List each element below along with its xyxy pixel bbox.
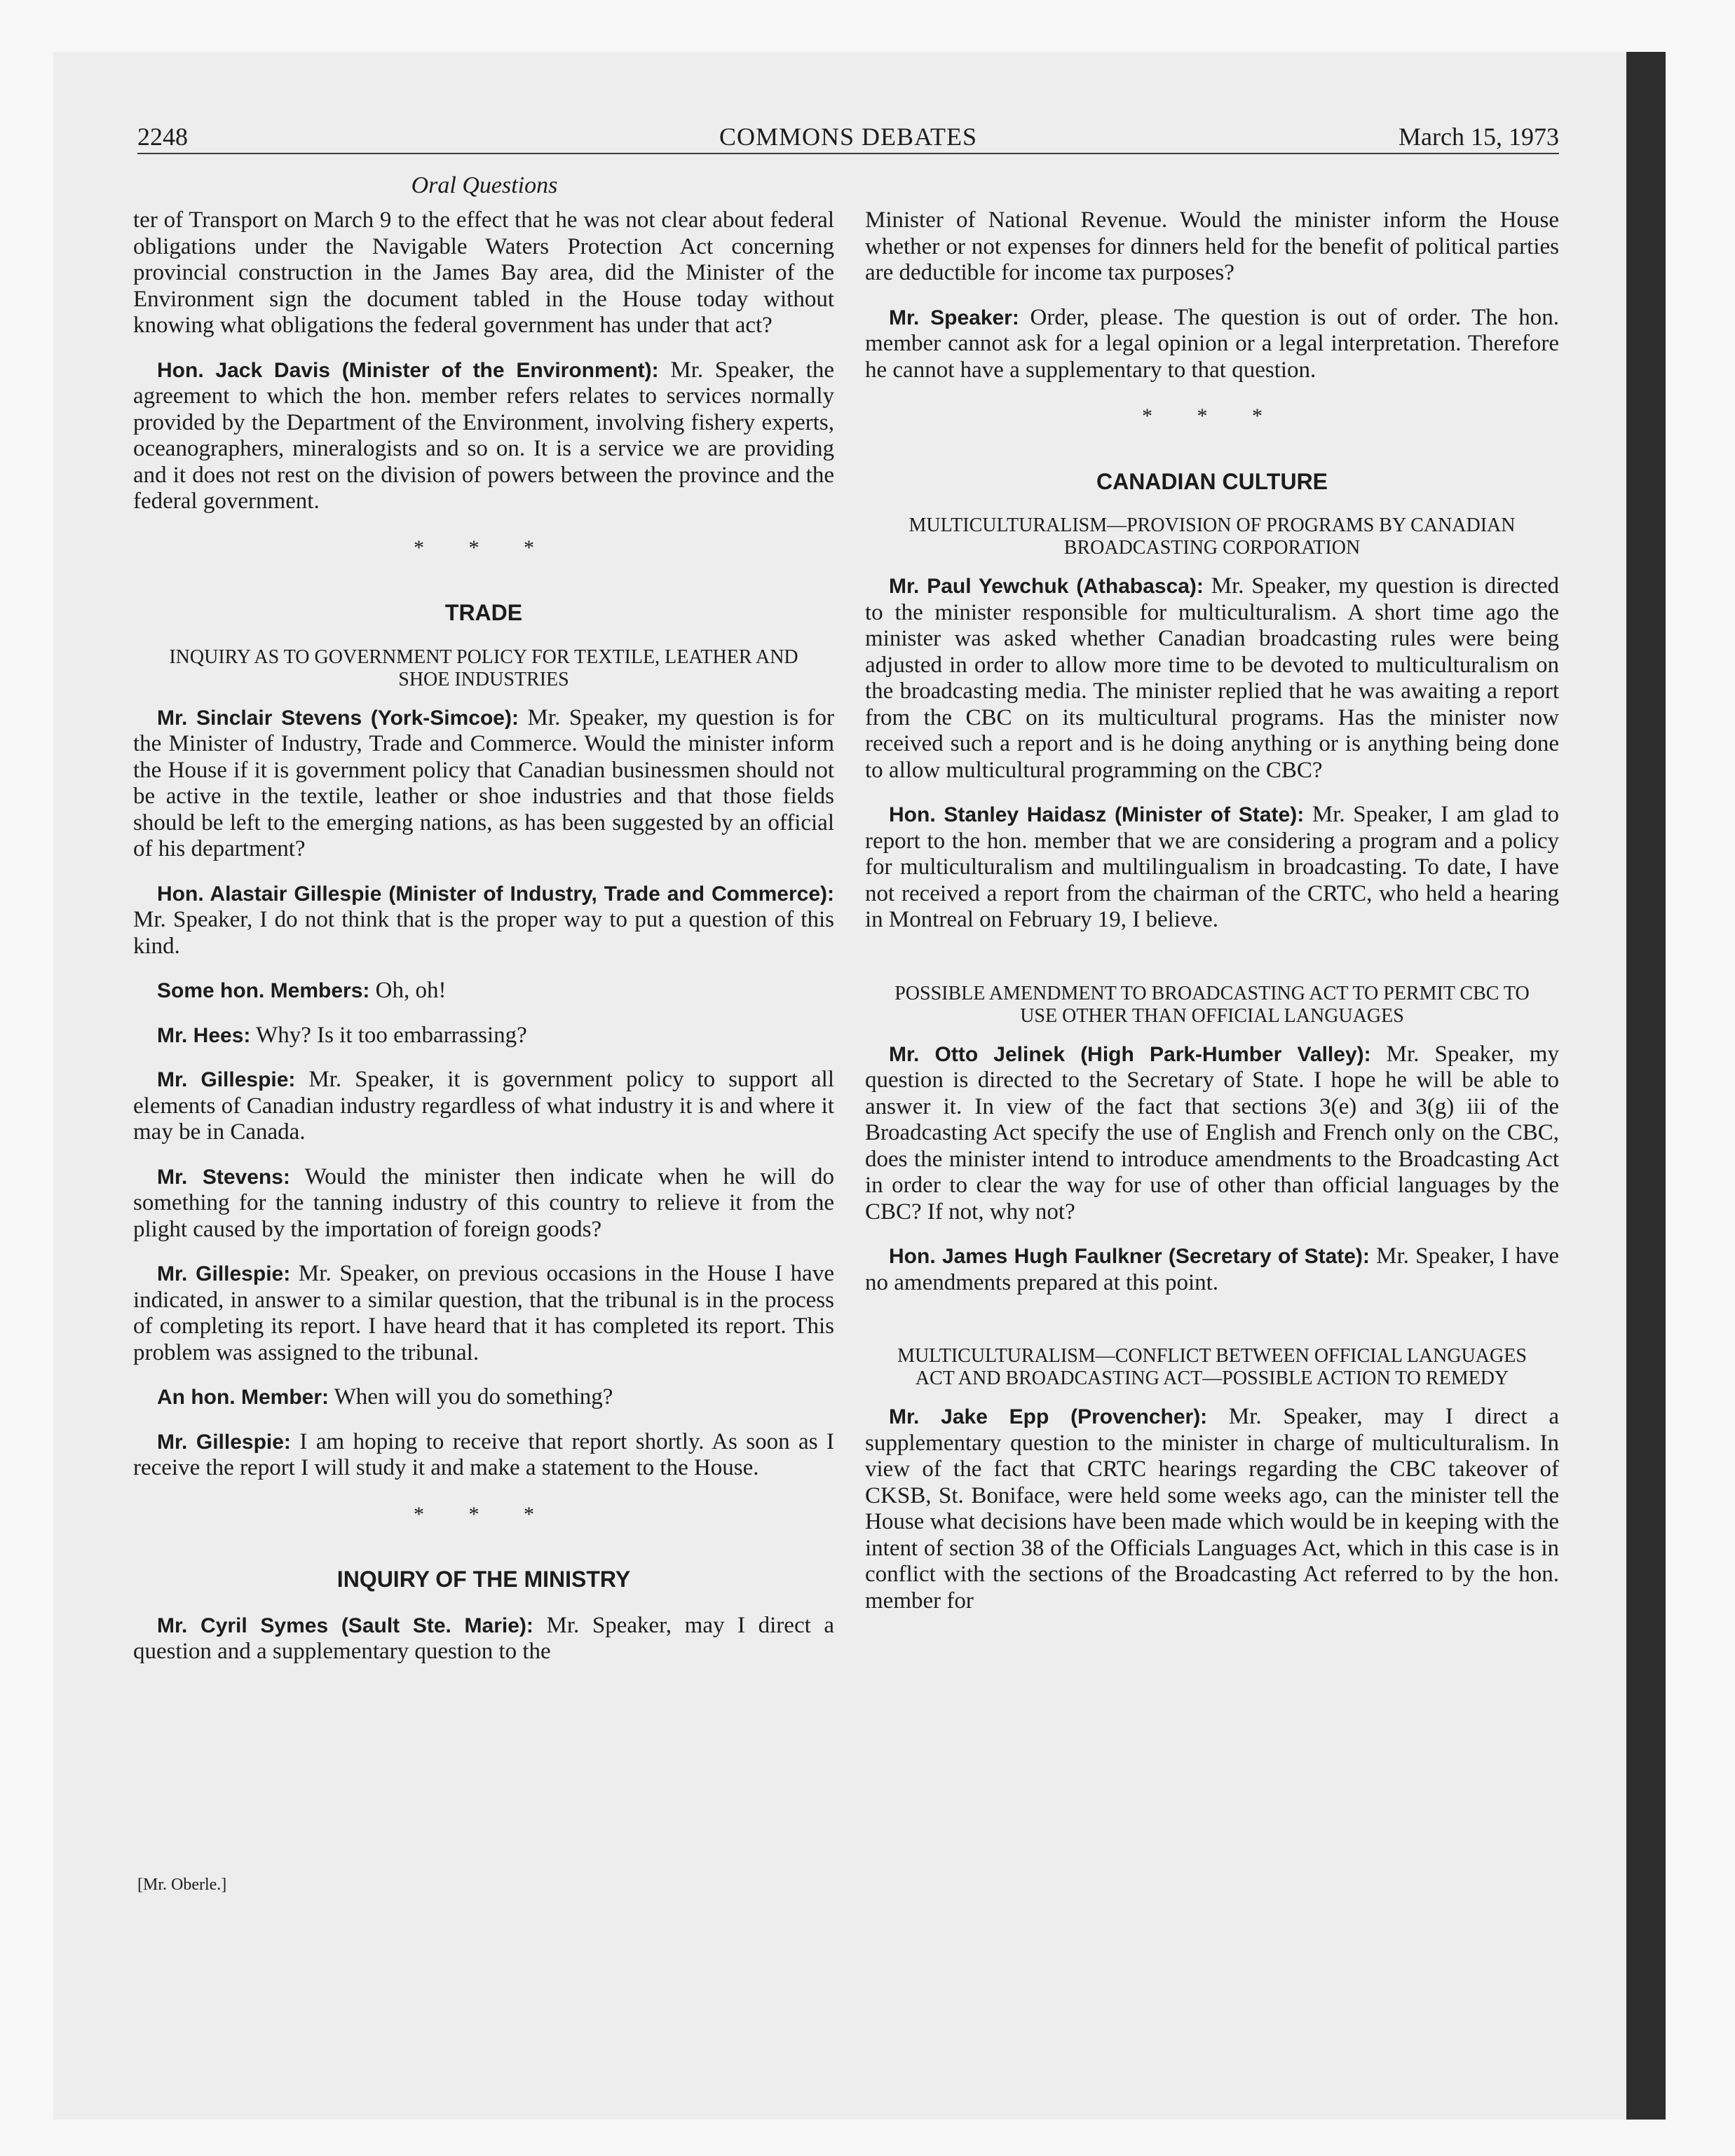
- speaker-name: Mr. Otto Jelinek (High Park-Humber Valley):: [889, 1042, 1371, 1066]
- speaker-name: Mr. Cyril Symes (Sault Ste. Marie):: [157, 1613, 533, 1637]
- topic-heading: TRADE: [444, 600, 523, 625]
- speech-text: Mr. Speaker, I am glad to report to the hon. member that we are considering a program and a policy for multiculturalism and multilingualism in broadcasting. To date, I have not received a report from the chairman of the CRTC, who held a hearing in Montreal on February 19, I believe.: [865, 802, 1559, 932]
- subtopic-heading: POSSIBLE AMENDMENT TO BROADCASTING ACT TO PERMIT CBC TO USE OTHER THAN OFFICIAL LANGUAGES: [894, 982, 1530, 1027]
- section-separator: * * *: [414, 1502, 554, 1526]
- speaker-name: Mr. Speaker:: [889, 306, 1019, 329]
- speech-text: Why? Is it too embarrassing?: [250, 1022, 527, 1048]
- speech-text: Order, please. The question is out of order. The hon. member cannot ask for a legal opinion or a legal interpretation. Therefore he cannot have a supplementary to that question.: [865, 304, 1559, 383]
- speech-text: Mr. Speaker, may I direct a supplementary question to the minister in charge of multiculturalism. In view of the fact that CRTC hearings regarding the CBC takeover of CKSB, St. Boniface, were held some weeks ago, can the minister tell the House what decisions have been made which would be in keeping with the intent of section 38 of the Officials Languages Act, which in this case is in conflict with the sections of the Broadcasting Act referred to by the hon. member for: [865, 1404, 1559, 1613]
- paragraph: Minister of National Revenue. Would the minister inform the House whether or not expenses for dinners held for the benefit of political parties are deductible for income tax purposes?: [865, 207, 1559, 285]
- speaker-name: Mr. Stevens:: [157, 1165, 290, 1189]
- paragraph: [133, 978, 834, 1004]
- speaker-name: Mr. Paul Yewchuk (Athabasca):: [889, 575, 1204, 598]
- paragraph: [133, 1067, 834, 1146]
- speech-text: Mr. Speaker, I do not think that is the proper way to put a question of this kind.: [133, 907, 834, 959]
- paragraph: [133, 705, 834, 863]
- paragraph: [865, 802, 1559, 934]
- speech-text: Mr. Speaker, my question is for the Minister of Industry, Trade and Commerce. Would the minister inform the House if it is government policy that Canadian businessmen should not be active in the textile, leather or shoe industries and that those fields should be left to the emerging nations, as has been suggested by an official of his department?: [133, 704, 834, 861]
- topic-heading: INQUIRY OF THE MINISTRY: [336, 1567, 631, 1592]
- section-separator: * * *: [414, 535, 554, 559]
- paragraph: [133, 1261, 834, 1366]
- paragraph: [865, 1243, 1559, 1296]
- subtopic-heading: INQUIRY AS TO GOVERNMENT POLICY FOR TEXTILE, LEATHER AND SHOE INDUSTRIES: [169, 646, 798, 690]
- speaker-name: Mr. Sinclair Stevens (York-Simcoe):: [157, 706, 519, 730]
- paragraph: ter of Transport on March 9 to the effect that he was not clear about federal obligations under the Navigable Waters Protection Act concerning provincial construction in the James Bay area, did the Minister of the Environment sign the document tabled in the House today without knowing what obligations the federal government has under that act?: [133, 207, 834, 338]
- speaker-name: Mr. Gillespie:: [157, 1430, 291, 1454]
- spacer: [865, 952, 1559, 983]
- paragraph: [133, 1023, 834, 1049]
- speech-text: When will you do something?: [329, 1384, 613, 1410]
- paragraph: [133, 1384, 834, 1411]
- paragraph: [133, 1613, 834, 1665]
- speaker-name: Mr. Gillespie:: [157, 1068, 296, 1091]
- paragraph: [865, 1404, 1559, 1614]
- paragraph: [133, 1164, 834, 1243]
- publication-date: March 15, 1973: [1399, 123, 1559, 151]
- paragraph: [865, 1042, 1559, 1226]
- speech-text: Mr. Speaker, may I direct a question and a supplementary question to the: [133, 1612, 834, 1664]
- speaker-name: Mr. Gillespie:: [157, 1262, 291, 1285]
- scan-edge-bar: [1626, 52, 1666, 2120]
- paragraph: [865, 305, 1559, 384]
- section-separator: * * *: [1142, 404, 1282, 428]
- right-column: [865, 207, 1559, 1876]
- speech-text: Mr. Speaker, the agreement to which the hon. member refers relates to services normally provided by the Department of the Environment, involving fishery experts, oceanographers, mineralogists and so on. It is a service we are providing and it does not rest on the division of powers between the province and the federal government.: [133, 357, 834, 514]
- section-tag: Oral Questions: [411, 172, 558, 198]
- speech-text: Mr. Speaker, my question is directed to the Secretary of State. I hope he will be able to answer it. In view of the fact that sections 3(e) and 3(g) iii of the Broadcasting Act specify the use of English and French only on the CBC, does the minister intend to introduce amendments to the Broadcasting Act in order to clear the way for use of other than official languages by the CBC? If not, why not?: [865, 1041, 1559, 1224]
- spacer: [865, 1314, 1559, 1345]
- speaker-name: Hon. James Hugh Faulkner (Secretary of State):: [889, 1245, 1370, 1268]
- subtopic-heading: MULTICULTURALISM—PROVISION OF PROGRAMS BY CANADIAN BROADCASTING CORPORATION: [909, 514, 1516, 559]
- speaker-name: Some hon. Members:: [157, 979, 370, 1002]
- speech-text: Mr. Speaker, on previous occasions in the House I have indicated, in answer to a similar question, that the tribunal is in the process of completing its report. I have heard that it has completed its report. This problem was assigned to the tribunal.: [133, 1261, 834, 1365]
- speech-text: Mr. Speaker, my question is directed to the minister responsible for multiculturalism. A short time ago the minister was asked whether Canadian broadcasting rules were being adjusted in order to allow more time to be devoted to multiculturalism on the broadcasting media. The minister replied that he was awaiting a report from the CBC on its multicultural programs. Has the minister now received such a report and is he doing anything or is anything being done to allow multicultural programming on the CBC?: [865, 573, 1559, 783]
- page-header: [137, 121, 1559, 154]
- speaker-name: Mr. Jake Epp (Provencher):: [889, 1405, 1208, 1428]
- speaker-name: An hon. Member:: [157, 1386, 329, 1409]
- subtopic-heading: MULTICULTURALISM—CONFLICT BETWEEN OFFICIAL LANGUAGES ACT AND BROADCASTING ACT—POSSIBLE ACTION TO REMEDY: [897, 1345, 1527, 1389]
- speaker-name: Mr. Hees:: [157, 1023, 251, 1047]
- paragraph: [133, 357, 834, 515]
- paragraph: [133, 1429, 834, 1482]
- footnote: [Mr. Oberle.]: [137, 1876, 227, 1894]
- speaker-name: Hon. Alastair Gillespie (Minister of Industry, Trade and Commerce):: [157, 882, 834, 906]
- speech-text: Mr. Speaker, I have no amendments prepared at this point.: [865, 1243, 1559, 1295]
- topic-heading: CANADIAN CULTURE: [1096, 468, 1328, 494]
- speaker-name: Hon. Stanley Haidasz (Minister of State):: [889, 803, 1305, 826]
- speech-text: I am hoping to receive that report shortly. As soon as I receive the report I will study it and make a statement to the House.: [133, 1428, 834, 1480]
- speech-text: Mr. Speaker, it is government policy to support all elements of Canadian industry regardless of what industry it is and where it may be in Canada.: [133, 1067, 834, 1145]
- left-column: [133, 207, 834, 1876]
- page-number: 2248: [137, 123, 188, 151]
- paragraph: [865, 573, 1559, 784]
- speech-text: Would the minister then indicate when he will do something for the tanning industry of this country to relieve it from the plight caused by the importation of foreign goods?: [133, 1164, 834, 1242]
- publication-title: COMMONS DEBATES: [719, 123, 978, 151]
- paragraph: [133, 881, 834, 960]
- speaker-name: Hon. Jack Davis (Minister of the Environment):: [157, 358, 659, 382]
- speech-text: Oh, oh!: [369, 978, 447, 1003]
